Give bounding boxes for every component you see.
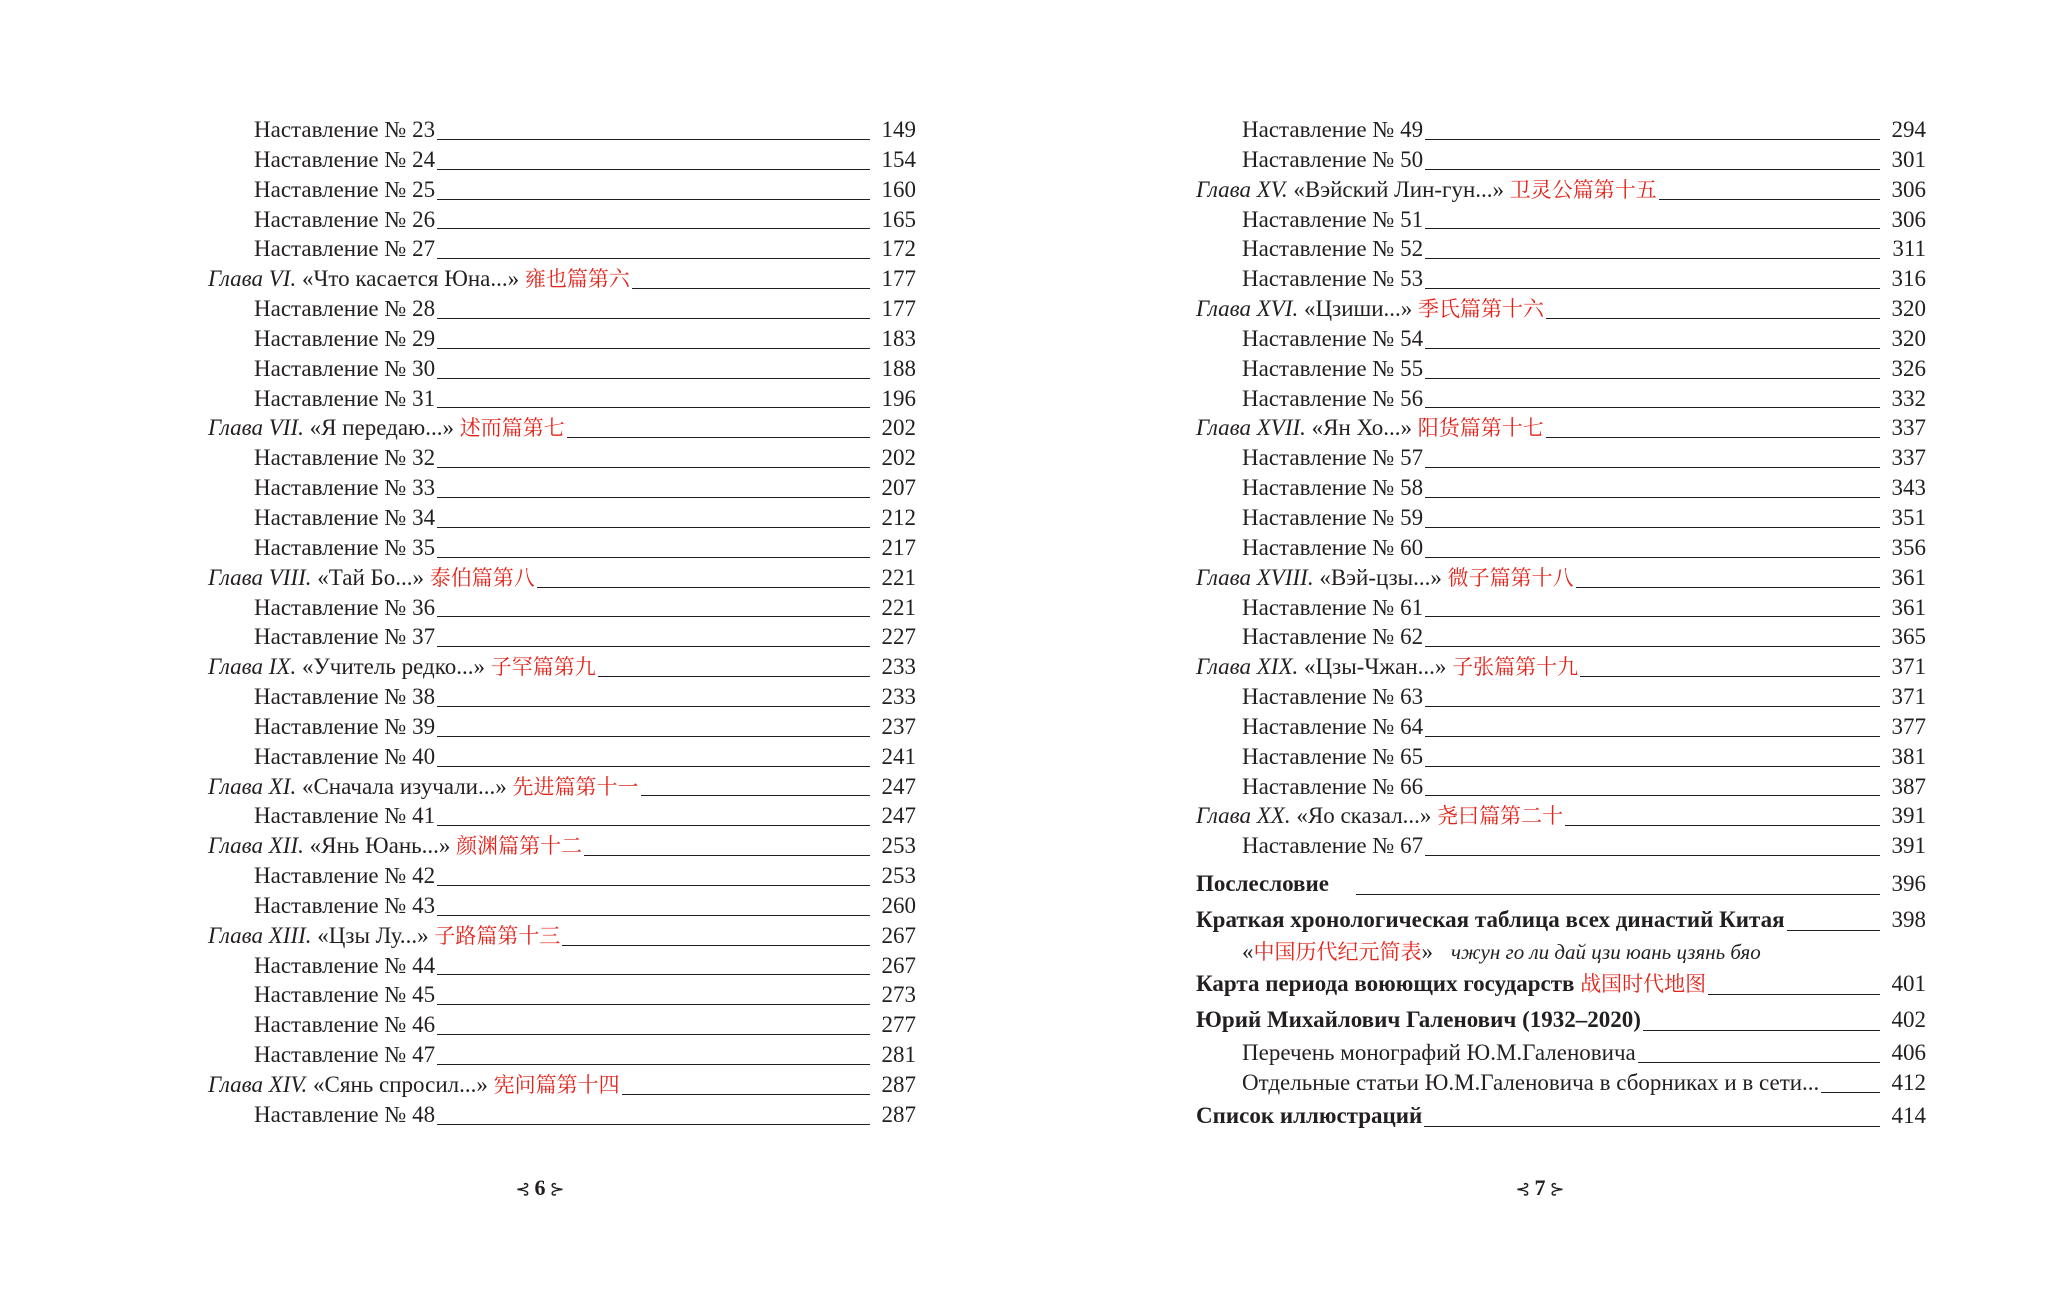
chapter-title: «Ян Хо...» <box>1305 415 1418 441</box>
entry-title: Наставление № 55 <box>1242 354 1425 384</box>
chapter-number: Глава XIX. <box>1196 654 1299 680</box>
chinese-title: 子罕篇第九 <box>490 655 596 680</box>
entry-title: Наставление № 65 <box>1242 742 1425 772</box>
entry-page: 253 <box>881 863 916 889</box>
toc-entry-instruction[interactable] <box>208 443 916 473</box>
toc-entry-instruction[interactable] <box>208 861 916 891</box>
entry-page: 311 <box>1892 236 1926 262</box>
chapter-heading <box>208 831 584 861</box>
toc-entry-articles[interactable] <box>1196 1068 1926 1098</box>
entry-title: Наставление № 53 <box>1242 264 1425 294</box>
toc-entry-instruction[interactable] <box>1196 205 1926 235</box>
toc-entry-instruction[interactable] <box>208 354 916 384</box>
entry-page: 320 <box>1891 296 1926 322</box>
toc-entry-instruction[interactable] <box>208 622 916 652</box>
entry-page: 241 <box>881 743 916 769</box>
entry-page: 306 <box>1891 176 1926 202</box>
entry-title: Наставление № 24 <box>254 145 437 175</box>
entry-title: Наставление № 67 <box>1242 831 1425 861</box>
entry-title: Наставление № 58 <box>1242 473 1425 503</box>
toc-entry-instruction[interactable] <box>1196 384 1926 414</box>
toc-entry-instruction[interactable] <box>1196 712 1926 742</box>
entry-page: 361 <box>1891 564 1926 590</box>
chapter-heading <box>208 652 598 682</box>
toc-entry-instruction[interactable] <box>1196 772 1926 802</box>
chapter-number: Глава XV. <box>1196 176 1288 202</box>
toc-entry-instruction[interactable] <box>1196 533 1926 563</box>
toc-entry-chapter[interactable] <box>208 921 916 951</box>
entry-title: Послесловие <box>1196 866 1331 902</box>
chapter-title: «Цзиши...» <box>1298 296 1419 322</box>
chapter-title: «Цзы-Чжан...» <box>1298 654 1453 680</box>
toc-entry-instruction[interactable] <box>208 1100 916 1130</box>
chronology-subtitle <box>1196 938 1926 966</box>
chinese-title: 宪问篇第十四 <box>493 1073 620 1097</box>
toc-entry-instruction[interactable] <box>1196 831 1926 861</box>
entry-page: 316 <box>1891 266 1926 292</box>
page-number-right <box>1490 1173 1590 1204</box>
entry-title: Наставление № 37 <box>254 622 437 652</box>
entry-page: 247 <box>881 803 916 829</box>
entry-page: 160 <box>881 176 916 202</box>
entry-page: 391 <box>1891 833 1926 859</box>
toc-entry-instruction[interactable] <box>1196 324 1926 354</box>
chapter-title: «Яо сказал...» <box>1290 803 1438 829</box>
toc-entry-instruction[interactable] <box>1196 234 1926 264</box>
entry-title: Наставление № 41 <box>254 801 437 831</box>
leader-line <box>1356 894 1880 895</box>
entry-page: 260 <box>881 892 916 918</box>
chapter-title: «Вэй-цзы...» <box>1313 564 1448 590</box>
toc-entry-instruction[interactable] <box>208 324 916 354</box>
entry-page: 196 <box>881 385 916 411</box>
entry-title: Наставление № 25 <box>254 175 437 205</box>
chinese-title: 季氏篇第十六 <box>1418 297 1545 322</box>
entry-page: 356 <box>1891 534 1926 560</box>
entry-page: 351 <box>1891 504 1926 530</box>
chinese-title: 尧曰篇第二十 <box>1437 804 1564 829</box>
entry-title: Наставление № 54 <box>1242 324 1425 354</box>
toc-entry-instruction[interactable] <box>1196 264 1926 294</box>
chapter-number: Глава XX. <box>1196 803 1291 829</box>
entry-page: 273 <box>881 982 916 1008</box>
chapter-title: «Тай Бо...» <box>311 564 430 590</box>
entry-page: 233 <box>881 654 916 680</box>
entry-title: Наставление № 48 <box>254 1100 437 1130</box>
toc-entry-afterword[interactable] <box>1196 866 1926 902</box>
entry-page: 414 <box>1891 1103 1926 1128</box>
entry-page: 281 <box>881 1042 916 1068</box>
toc-entry-instruction[interactable] <box>208 1010 916 1040</box>
toc-entry-instruction[interactable] <box>208 1040 916 1070</box>
toc-entry-map[interactable] <box>1196 966 1926 1002</box>
toc-entry-instruction[interactable] <box>1196 503 1926 533</box>
entry-title: Наставление № 52 <box>1242 234 1425 264</box>
entry-title: Перечень монографий Ю.М.Галеновича <box>1242 1038 1638 1068</box>
entry-title: Отдельные статьи Ю.М.Галеновича в сборниках и в сети... <box>1242 1068 1821 1098</box>
entry-title: Наставление № 36 <box>254 593 437 623</box>
entry-title: Наставление № 28 <box>254 294 437 324</box>
chapter-heading <box>208 1070 622 1100</box>
toc-entry-chapter[interactable] <box>1196 413 1926 443</box>
chapter-title: «Сянь спросил...» <box>307 1072 494 1097</box>
toc-entry-instruction[interactable] <box>1196 145 1926 175</box>
toc-entry-chapter[interactable] <box>208 652 916 682</box>
chapter-number: Глава XI. <box>208 773 297 799</box>
entry-title: Наставление № 63 <box>1242 682 1425 712</box>
right-page <box>1024 0 2048 1300</box>
entry-title: Наставление № 43 <box>254 891 437 921</box>
entry-page: 401 <box>1891 971 1926 996</box>
chapter-number: Глава VIII. <box>208 564 312 590</box>
entry-page: 177 <box>881 296 916 322</box>
toc-entry-instruction[interactable] <box>1196 742 1926 772</box>
toc-entry-author[interactable] <box>1196 1002 1926 1038</box>
toc-entry-instruction[interactable] <box>208 593 916 623</box>
toc-entry-instruction[interactable] <box>208 742 916 772</box>
entry-page: 177 <box>881 266 916 292</box>
toc-entry-instruction[interactable] <box>208 115 916 145</box>
entry-title: Наставление № 56 <box>1242 384 1425 414</box>
entry-page: 253 <box>881 833 916 859</box>
toc-entry-instruction[interactable] <box>208 980 916 1010</box>
quote-close: » <box>1421 939 1433 964</box>
chapter-heading <box>208 563 537 593</box>
chinese-title: 微子篇第十八 <box>1447 565 1574 590</box>
entry-page: 365 <box>1891 624 1926 650</box>
chinese-title: 战国时代地图 <box>1580 972 1707 996</box>
page-number-left <box>490 1173 590 1204</box>
back-matter <box>1196 866 1926 1134</box>
toc-entry-chapter[interactable] <box>1196 563 1926 593</box>
chapter-heading <box>1196 652 1580 682</box>
entry-title: Карта периода воюющих государств <box>1196 971 1581 996</box>
entry-page: 165 <box>881 206 916 232</box>
entry-page: 387 <box>1891 773 1926 799</box>
chinese-title: 述而篇第七 <box>459 416 565 441</box>
entry-page: 377 <box>1891 713 1926 739</box>
toc-entry-instruction[interactable] <box>1196 622 1926 652</box>
entry-page: 277 <box>881 1012 916 1038</box>
chapter-number: Глава XIV. <box>208 1072 308 1097</box>
entry-title: Наставление № 45 <box>254 980 437 1010</box>
entry-page: 371 <box>1891 654 1926 680</box>
chinese-title: 先进篇第十一 <box>512 774 639 799</box>
toc-entry-instruction[interactable] <box>208 175 916 205</box>
toc-entry-chapter[interactable] <box>208 831 916 861</box>
toc-entry-instruction[interactable] <box>1196 473 1926 503</box>
entry-title: Наставление № 29 <box>254 324 437 354</box>
toc-entry-chapter[interactable] <box>208 1070 916 1100</box>
toc-right <box>1196 115 1926 861</box>
entry-title: Наставление № 27 <box>254 234 437 264</box>
folio-ornament-right-icon: ⊱ <box>549 1179 565 1199</box>
entry-page: 337 <box>1891 415 1926 441</box>
entry-title: Наставление № 44 <box>254 951 437 981</box>
toc-entry-instruction[interactable] <box>208 205 916 235</box>
entry-title: Наставление № 35 <box>254 533 437 563</box>
entry-page: 188 <box>881 355 916 381</box>
toc-entry-chapter[interactable] <box>1196 801 1926 831</box>
entry-title: Наставление № 61 <box>1242 593 1425 623</box>
entry-title: Наставление № 26 <box>254 205 437 235</box>
entry-title: Наставление № 42 <box>254 861 437 891</box>
entry-title: Наставление № 51 <box>1242 205 1425 235</box>
entry-title: Наставление № 32 <box>254 443 437 473</box>
chapter-title: «Янь Юань...» <box>303 833 457 859</box>
entry-title: Наставление № 39 <box>254 712 437 742</box>
entry-page: 381 <box>1891 743 1926 769</box>
toc-entry-illustrations[interactable] <box>1196 1098 1926 1134</box>
toc-entry-instruction[interactable] <box>1196 682 1926 712</box>
chapter-heading <box>1196 294 1546 324</box>
entry-title: Наставление № 38 <box>254 682 437 712</box>
entry-title: Наставление № 30 <box>254 354 437 384</box>
entry-page: 247 <box>881 773 916 799</box>
chinese-title: 雍也篇第六 <box>524 267 630 292</box>
entry-page: 212 <box>881 504 916 530</box>
entry-page: 227 <box>881 624 916 650</box>
chapter-heading <box>208 921 562 951</box>
entry-page: 320 <box>1891 325 1926 351</box>
entry-page: 267 <box>881 922 916 948</box>
entry-page: 207 <box>881 475 916 501</box>
chapter-title: «Сначала изучали...» <box>296 773 513 799</box>
chapter-number: Глава XVIII. <box>1196 564 1314 590</box>
entry-page: 149 <box>881 117 916 142</box>
entry-page: 217 <box>881 534 916 560</box>
quote-open: « <box>1242 939 1254 964</box>
chapter-title: «Учитель редко...» <box>296 654 491 680</box>
chapter-heading <box>1196 563 1576 593</box>
toc-entry-instruction[interactable] <box>208 294 916 324</box>
toc-entry-chapter[interactable] <box>208 264 916 294</box>
toc-entry-instruction[interactable] <box>208 234 916 264</box>
toc-entry-chronology[interactable] <box>1196 902 1926 938</box>
entry-title: Наставление № 59 <box>1242 503 1425 533</box>
chapter-number: Глава IX. <box>208 654 297 680</box>
toc-entry-instruction[interactable] <box>1196 443 1926 473</box>
chinese-title: 卫灵公篇第十五 <box>1509 177 1657 202</box>
chinese-title: 中国历代纪元简表 <box>1253 940 1422 964</box>
entry-page: 396 <box>1891 871 1926 896</box>
chapter-number: Глава VII. <box>208 415 304 441</box>
chapter-number: Глава XVI. <box>1196 296 1299 322</box>
page-number-text: 6 <box>534 1175 546 1200</box>
toc-entry-instruction[interactable] <box>208 951 916 981</box>
entry-page: 267 <box>881 952 916 978</box>
chapter-number: Глава XII. <box>208 833 304 859</box>
entry-page: 287 <box>881 1072 916 1097</box>
entry-page: 391 <box>1891 803 1926 829</box>
entry-page: 337 <box>1891 445 1926 471</box>
chapter-title: «Вэйский Лин-гун...» <box>1287 176 1510 202</box>
toc-entry-monographs[interactable] <box>1196 1038 1926 1068</box>
entry-title: Наставление № 49 <box>1242 115 1425 145</box>
entry-page: 306 <box>1891 206 1926 232</box>
entry-page: 233 <box>881 684 916 710</box>
entry-title: Краткая хронологическая таблица всех династий Китая <box>1196 902 1787 938</box>
chapter-heading <box>1196 175 1659 205</box>
chapter-heading <box>208 772 641 802</box>
toc-entry-chapter[interactable] <box>208 772 916 802</box>
entry-title: Наставление № 62 <box>1242 622 1425 652</box>
entry-page: 202 <box>881 415 916 441</box>
toc-entry-chapter[interactable] <box>208 563 916 593</box>
toc-entry-instruction[interactable] <box>208 145 916 175</box>
toc-entry-instruction[interactable] <box>1196 354 1926 384</box>
entry-title: Наставление № 34 <box>254 503 437 533</box>
chapter-title: «Я передаю...» <box>303 415 460 441</box>
entry-page: 172 <box>881 236 916 262</box>
entry-page: 237 <box>881 713 916 739</box>
chapter-heading <box>208 413 567 443</box>
entry-page: 398 <box>1891 907 1926 932</box>
toc-entry-instruction[interactable] <box>1196 115 1926 145</box>
entry-page: 412 <box>1891 1070 1926 1095</box>
toc-entry-chapter[interactable] <box>1196 294 1926 324</box>
folio-ornament-right-icon: ⊱ <box>1549 1179 1565 1199</box>
folio-ornament-left-icon: ⊰ <box>1515 1179 1531 1199</box>
entry-page: 202 <box>881 445 916 471</box>
entry-title: Список иллюстраций <box>1196 1098 1424 1134</box>
toc-left <box>208 115 916 1130</box>
toc-entry-instruction[interactable] <box>208 473 916 503</box>
page-number-text: 7 <box>1534 1175 1546 1200</box>
entry-title: Юрий Михайлович Галенович (1932–2020) <box>1196 1002 1643 1038</box>
chinese-title: 子路篇第十三 <box>434 923 561 948</box>
entry-page: 294 <box>1891 117 1926 142</box>
toc-entry-instruction[interactable] <box>208 503 916 533</box>
entry-title: Наставление № 57 <box>1242 443 1425 473</box>
entry-title: Наставление № 60 <box>1242 533 1425 563</box>
chapter-number: Глава XIII. <box>208 922 312 948</box>
entry-page: 406 <box>1891 1040 1926 1065</box>
chapter-number: Глава XVII. <box>1196 415 1306 441</box>
entry-page: 402 <box>1891 1007 1926 1032</box>
entry-title: Наставление № 66 <box>1242 772 1425 802</box>
chapter-heading <box>1196 801 1565 831</box>
entry-page: 343 <box>1891 475 1926 501</box>
entry-page: 221 <box>881 564 916 590</box>
toc-entry-chapter[interactable] <box>208 413 916 443</box>
entry-title: Наставление № 31 <box>254 384 437 414</box>
entry-title: Наставление № 33 <box>254 473 437 503</box>
toc-entry-instruction[interactable] <box>208 712 916 742</box>
chapter-heading <box>208 264 632 294</box>
entry-title: Наставление № 23 <box>254 115 437 145</box>
chapter-title: «Что касается Юна...» <box>296 266 525 292</box>
chinese-title: 子张篇第十九 <box>1452 655 1579 680</box>
toc-entry-chapter[interactable] <box>1196 652 1926 682</box>
toc-entry-instruction[interactable] <box>1196 593 1926 623</box>
entry-page: 361 <box>1891 594 1926 620</box>
toc-entry-instruction[interactable] <box>208 801 916 831</box>
transcription: чжун го ли дай цзи юань цзянь бяо <box>1451 940 1761 964</box>
chapter-heading <box>1196 413 1546 443</box>
chinese-title: 颜渊篇第十二 <box>456 834 583 859</box>
chinese-title: 阳货篇第十七 <box>1417 416 1544 441</box>
chapter-number: Глава VI. <box>208 266 297 292</box>
entry-title: Наставление № 40 <box>254 742 437 772</box>
entry-title: Наставление № 64 <box>1242 712 1425 742</box>
entry-title: Наставление № 50 <box>1242 145 1425 175</box>
entry-page: 301 <box>1891 146 1926 172</box>
entry-page: 221 <box>881 594 916 620</box>
toc-entry-instruction[interactable] <box>208 891 916 921</box>
entry-page: 287 <box>881 1101 916 1127</box>
chapter-title: «Цзы Лу...» <box>311 922 435 948</box>
toc-entry-instruction[interactable] <box>208 533 916 563</box>
entry-page: 332 <box>1891 385 1926 411</box>
toc-entry-instruction[interactable] <box>208 682 916 712</box>
entry-page: 154 <box>881 146 916 172</box>
toc-entry-chapter[interactable] <box>1196 175 1926 205</box>
entry-title: Наставление № 46 <box>254 1010 437 1040</box>
entry-page: 326 <box>1891 355 1926 381</box>
toc-entry-instruction[interactable] <box>208 384 916 414</box>
entry-page: 183 <box>881 325 916 351</box>
chinese-title: 泰伯篇第八 <box>429 565 535 590</box>
entry-page: 371 <box>1891 684 1926 710</box>
folio-ornament-left-icon: ⊰ <box>515 1179 531 1199</box>
entry-title: Наставление № 47 <box>254 1040 437 1070</box>
